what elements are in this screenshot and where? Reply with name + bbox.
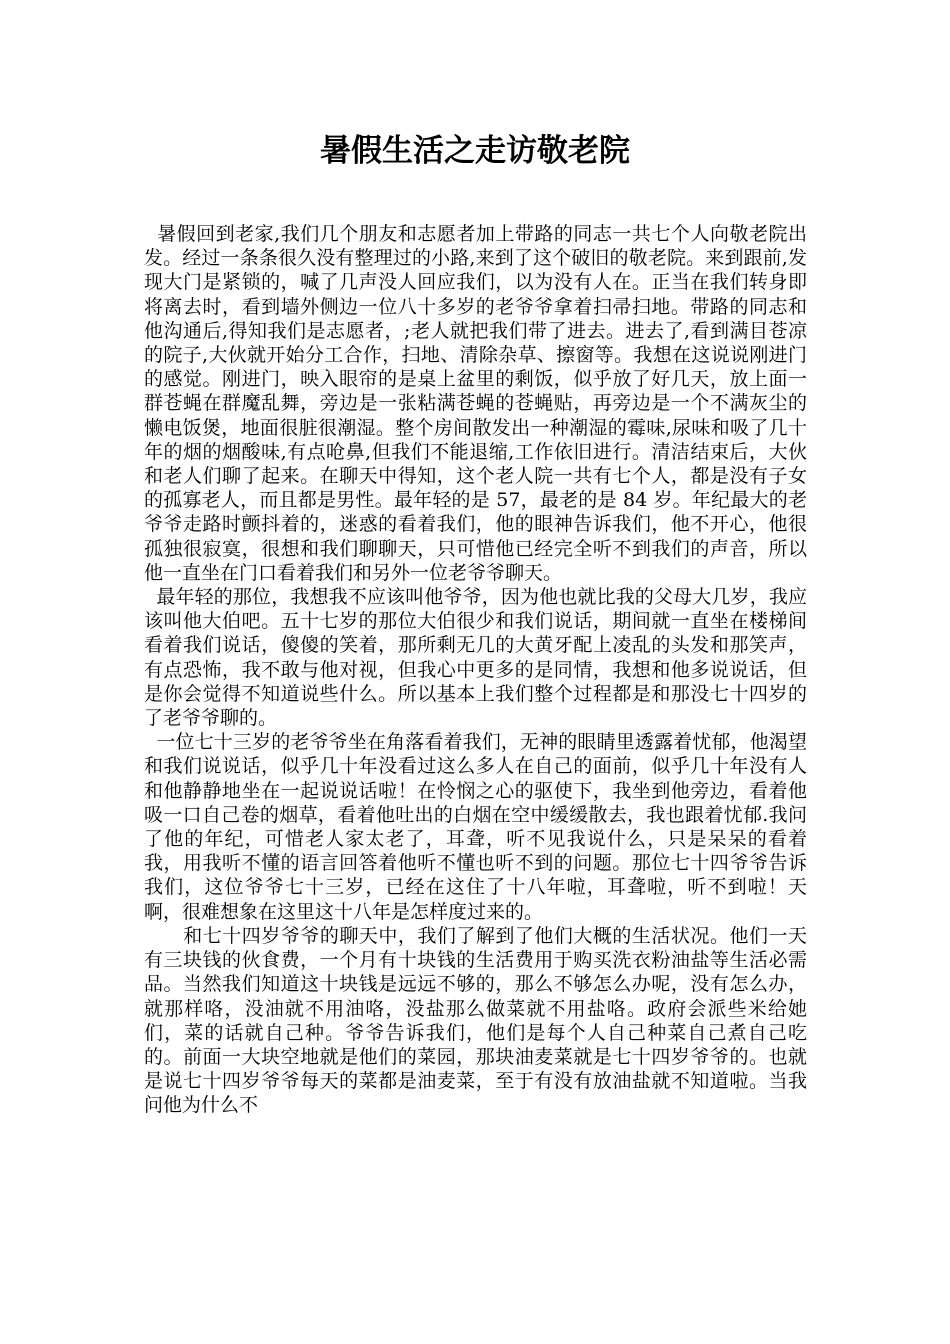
paragraph-3: 一位七十三岁的老爷爷坐在角落看着我们，无神的眼睛里透露着忧郁，他渴望和我们说说话，似乎几十年没看过这么多人在自己的面前，似乎几十年没有人和他静静地坐在一起说说话啦！在怜悯之心的驱使下，我坐到他旁边，看着他吸一口自己卷的烟草，看着他吐出的白烟在空中缓缓散去，我也跟着忧郁.我问了他的年纪，可惜老人家太老了，耳聋，听不见我说什么，只是呆呆的看着我，用我听不懂的语言回答着他听不懂也听不到的问题。那位七十四爷爷告诉我们，这位爷爷七十三岁，已经在这住了十八年啦，耳聋啦，听不到啦！天啊，很难想象在这里这十八年是怎样度过来的。 <box>144 731 807 923</box>
document-title: 暑假生活之走访敬老院 <box>320 133 630 169</box>
document-body <box>144 222 807 1118</box>
paragraph-1: 暑假回到老家,我们几个朋友和志愿者加上带路的同志一共七个人向敬老院出发。经过一条条很久没有整理过的小路,来到了这个破旧的敬老院。来到跟前,发现大门是紧锁的，喊了几声没人回应我们，以为没有人在。正当在我们转身即将离去时，看到墙外侧边一位八十多岁的老爷爷拿着扫帚扫地。带路的同志和他沟通后,得知我们是志愿者，;老人就把我们带了进去。进去了,看到满目苍凉的院子,大伙就开始分工合作，扫地、清除杂草、擦窗等。我想在这说说刚进门的感觉。刚进门，映入眼帘的是桌上盆里的剩饭，似乎放了好几天，放上面一群苍蝇在群魔乱舞，旁边是一张粘满苍蝇的苍蝇贴，再旁边是一个不满灰尘的懒电饭煲，地面很脏很潮湿。整个房间散发出一种潮湿的霉味,尿味和吸了几十年的烟的烟酸味,有点呛鼻,但我们不能退缩,工作依旧进行。清洁结束后，大伙和老人们聊了起来。在聊天中得知，这个老人院一共有七个人，都是没有子女的孤寡老人，而且都是男性。最年轻的是 57，最老的是 84 岁。年纪最大的老爷爷走路时颤抖着的，迷惑的看着我们，他的眼神告诉我们，他不开心，他很孤独很寂寞，很想和我们聊聊天，只可惜他已经完全听不到我们的声音，所以他一直坐在门口看着我们和另外一位老爷爷聊天。 <box>144 223 807 584</box>
paragraph-2: 最年轻的那位，我想我不应该叫他爷爷，因为他也就比我的父母大几岁，我应该叫他大伯吧。五十七岁的那位大伯很少和我们说话，期间就一直坐在楼梯间看着我们说话，傻傻的笑着，那所剩无几的大黄牙配上凌乱的头发和那笑声，有点恐怖，我不敢与他对视，但我心中更多的是同情，我想和他多说说话，但是你会觉得不知道说些什么。所以基本上我们整个过程都是和那没七十四岁的了老爷爷聊的。 <box>144 586 807 730</box>
paragraph-4: 和七十四岁爷爷的聊天中，我们了解到了他们大概的生活状况。他们一天有三块钱的伙食费，一个月有十块钱的生活费用于购买洗衣粉油盐等生活必需品。当然我们知道这十块钱是远远不够的，那么不够怎么办呢，没有怎么办，就那样咯，没油就不用油咯，没盐那么做菜就不用盐咯。政府会派些米给她们，菜的话就自己种。爷爷告诉我们，他们是每个人自己种菜自己煮自己吃的。前面一大块空地就是他们的菜园，那块油麦菜就是七十四岁爷爷的。也就是说七十四岁爷爷每天的菜都是油麦菜，至于有没有放油盐就不知道啦。当我问他为什么不 <box>144 924 807 1117</box>
